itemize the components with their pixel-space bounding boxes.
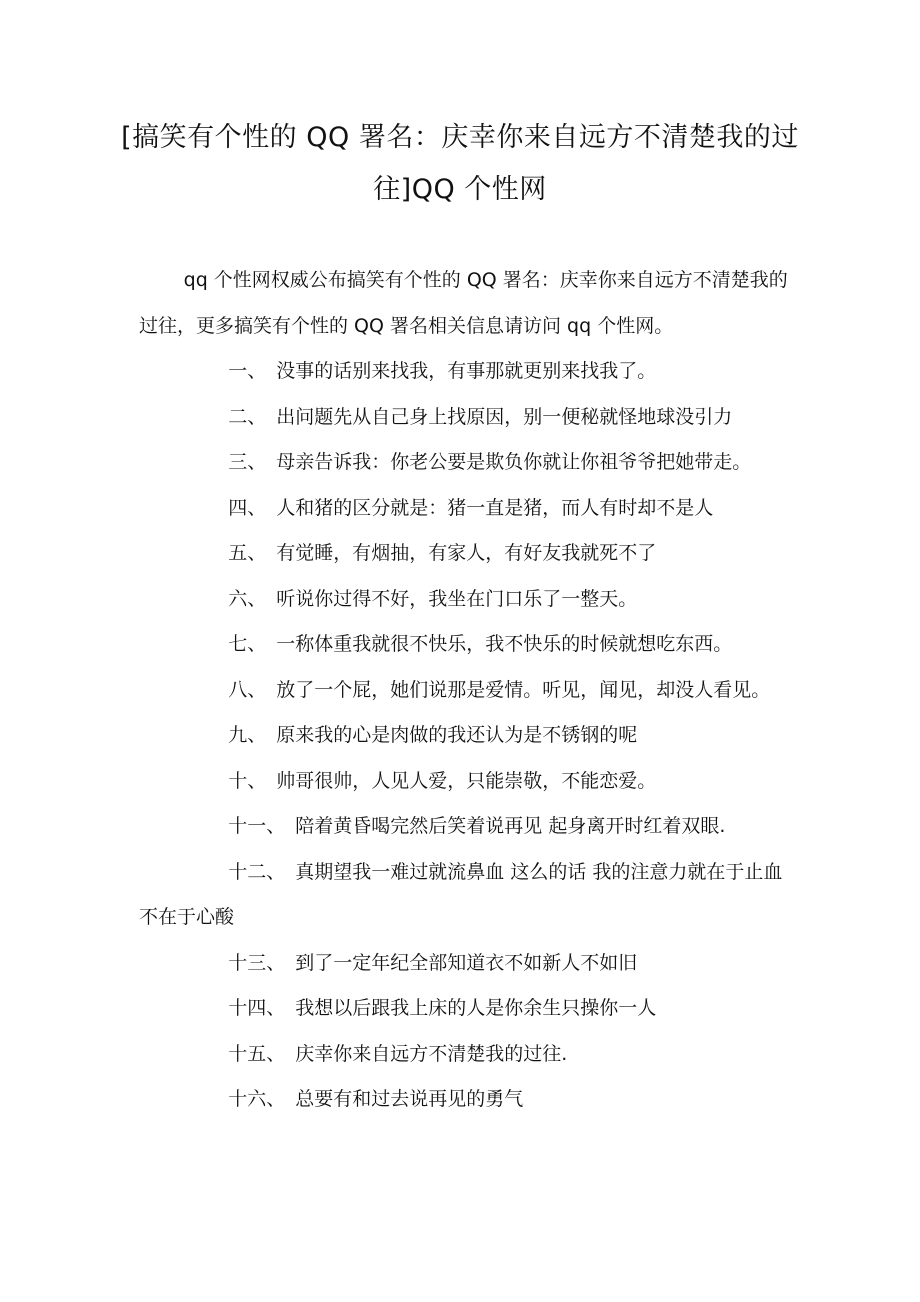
list-item bbox=[139, 440, 799, 486]
item-number: 十六、 bbox=[228, 1088, 286, 1110]
item-number: 十、 bbox=[228, 769, 267, 792]
item-number: 七、 bbox=[228, 633, 267, 655]
item-text: 帅哥很帅，人见人爱，只能崇敬，不能恋爱。 bbox=[276, 769, 657, 792]
document-title: [搞笑有个性的 QQ 署名：庆幸你来自远方不清楚我的过往]QQ 个性网 bbox=[121, 122, 799, 205]
item-text: 人和猪的区分就是：猪一直是猪，而人有时却不是人 bbox=[276, 496, 714, 519]
item-text: 一称体重我就很不快乐，我不快乐的时候就想吃东西。 bbox=[276, 633, 733, 655]
list-item bbox=[139, 531, 799, 577]
list-item bbox=[139, 577, 799, 623]
item-text: 总要有和过去说再见的勇气 bbox=[295, 1088, 524, 1110]
list-item bbox=[139, 486, 799, 532]
list-item bbox=[139, 668, 799, 714]
item-text: 母亲告诉我：你老公要是欺负你就让你祖爷爷把她带走。 bbox=[276, 451, 752, 473]
item-text: 听说你过得不好，我坐在门口乐了一整天。 bbox=[276, 587, 638, 610]
item-text: 没事的话别来找我，有事那就更别来找我了。 bbox=[276, 360, 657, 382]
intro-paragraph: qq 个性网权威公布搞笑有个性的 QQ 署名：庆幸你来自远方不清楚我的过往，更多搞笑有个性的 QQ 署名相关信息请访问 qq 个性网。 bbox=[139, 269, 788, 337]
item-number: 二、 bbox=[228, 405, 267, 428]
item-number: 四、 bbox=[228, 496, 267, 519]
item-number: 十三、 bbox=[228, 951, 286, 974]
document-body bbox=[139, 258, 799, 1123]
list-item bbox=[139, 395, 799, 441]
item-text: 有觉睡，有烟抽，有家人，有好友我就死不了 bbox=[276, 542, 657, 564]
item-number: 十二、 bbox=[228, 860, 286, 883]
item-text: 原来我的心是肉做的我还认为是不锈钢的呢 bbox=[276, 724, 638, 746]
item-number: 八、 bbox=[228, 678, 267, 701]
list-item bbox=[139, 622, 799, 668]
item-number: 五、 bbox=[228, 542, 267, 564]
item-number: 九、 bbox=[228, 724, 267, 746]
item-number: 三、 bbox=[228, 451, 267, 473]
item-number: 六、 bbox=[228, 587, 267, 610]
item-number: 十一、 bbox=[228, 815, 286, 837]
item-text: 放了一个屁，她们说那是爱情。听见，闻见，却没人看见。 bbox=[276, 678, 771, 701]
list-item bbox=[139, 713, 799, 759]
list-item bbox=[139, 349, 799, 395]
item-number: 十五、 bbox=[228, 1042, 286, 1065]
item-number: 十四、 bbox=[228, 997, 286, 1019]
list-item bbox=[139, 941, 799, 987]
item-text: 庆幸你来自远方不清楚我的过往. bbox=[295, 1042, 568, 1065]
item-text: 出问题先从自己身上找原因，别一便秘就怪地球没引力 bbox=[276, 405, 733, 428]
list-item bbox=[139, 759, 799, 805]
list-item bbox=[139, 804, 799, 850]
list-item bbox=[139, 850, 799, 941]
item-number: 一、 bbox=[228, 360, 267, 382]
item-text: 到了一定年纪全部知道衣不如新人不如旧 bbox=[295, 951, 638, 974]
item-text: 我想以后跟我上床的人是你余生只操你一人 bbox=[295, 997, 657, 1019]
item-text: 陪着黄昏喝完然后笑着说再见 起身离开时红着双眼. bbox=[295, 815, 726, 837]
list-item bbox=[139, 1077, 799, 1123]
list-item bbox=[139, 986, 799, 1032]
item-text: 真期望我一难过就流鼻血 这么的话 我的注意力就在于止血不在于心酸 bbox=[139, 860, 783, 928]
list-item bbox=[139, 1032, 799, 1078]
